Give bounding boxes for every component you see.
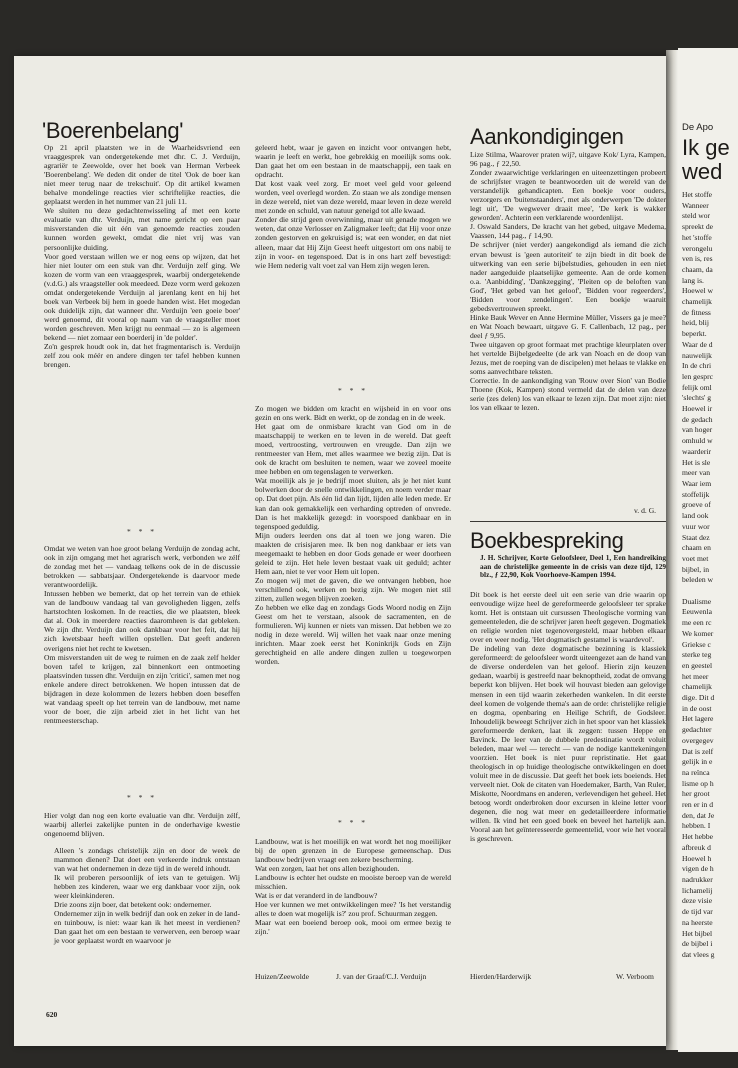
review-author: W. Verboom (616, 972, 654, 981)
boerenbelang-col1-part1: Op 21 april plaatsten we in de Waarheidsvriend een vraaggesprek van ondergetekende met dhr. C. J. Verduijn, agrariër te Zeewolde, over het boek van Herman Verbeek 'Boerenbelang'. We deden dit onder de titel 'Ook de boer kan niet meer terug naar de trekschuit'. Op dit artikel kwamen behalve mondelinge reacties vier schriftelijke reacties, die geplaatst werden in het nummer van 21 juli 11. We sluiten nu deze gedachtenwisseling af met een korte evaluatie van dhr. Verduijn, met name gericht op een paar misverstanden die uit één van genoemde reacties zouden kunnen worden gewekt, omdat die niet vrij was van persoonlijke duiding. Voor goed verstaan willen we er nog eens op wijzen, dat het hier niet louter om een stuk van dhr. Verduijn zelf ging. We kozen de vorm van een vraaggesprek, waarbij ondergetekende (v.d.G.) als vraagsteller ook meedeed. Deze vorm werd gekozen omdat ondergetekende Verduijn al jarenlang kent en hij het boek van Verbeek bij hem in goede handen wist. Het mogedan ook duidelijk zijn, dat wanneer dhr. Verduijn 'een goeie boer' werd genoemd, dit vooral op naam van de vraagsteller moet worden geschreven. Men krijgt nu eenmaal — zo is algemeen bekend — niet zomaar een boerderij in 'de polder'. Zo'n gesprek houdt ook in, dat het fragmentarisch is. Verduijn zelf zou ook méér en andere dingen ter tafel hebben kunnen brengen. (44, 143, 240, 370)
section-divider (470, 521, 666, 522)
section-stars: * * * (338, 818, 368, 827)
boerenbelang-col2-part3: Landbouw, wat is het moeilijk en wat wordt het nog moeilijker bij de open grenzen in de Europese gemeenschap. Dus landbouw bedrijven vraagt een zekere bescherming. Wat een zorgen, laat het ons allen bezighouden. Landbouw is echter het oudste en mooiste beroep van de wereld misschien. Wat is er dat veranderd in de landbouw? Hoe ver kunnen we met ontwikkelingen mee? 'Is het verstandig alles te doen wat mogelijk is?' zou prof. Schuurman zeggen. Maar wat een boeiend beroep ook, mooi om ermee bezig te zijn.' (255, 837, 451, 937)
review-place: Hierden/Harderwijk (470, 972, 532, 981)
signature-authors: J. van der Graaf/C.J. Verduijn (336, 972, 427, 981)
next-page-edge (678, 48, 738, 1052)
section-stars: * * * (127, 793, 157, 802)
section-stars: * * * (338, 386, 368, 395)
boerenbelang-col2-part2: Zo mogen we bidden om kracht en wijsheid in en voor ons gezin en ons werk. Bidt en werkt, op de zondag en in de week. Het gaat om de onmisbare kracht van God om in de maatschappij te werken en te leven in de wereld. Dat geeft moed, vertroosting, vertrouwen en vreugde. Dan zijn we rentmeester van Hem, met alles waarmee we bezig zijn. Dat is ook de kracht om besluiten te nemen, waar we zoveel moeite mee hebben en om tegenslagen te verwerken. Wat moeilijk als je je bedrijf moet sluiten, als je het niet kunt bolwerken door de snelle ontwikkelingen, en noem verder maar op. Dat doet pijn. Als één lid dan lijdt, lijden alle leden mede. Er kan dan ook gemakkelijk een verharding optreden of onvrede. Dan is het makkelijk gezegd: in voorspoed dankbaar en in tegenspoed geduldig. Mijn ouders leerden ons dat al toen we jong waren. Die maakten de crisisjaren mee. Ik ben nog dankbaar er iets van meegemaakt te hebben en door Gods genade er weer doorheen geleid te zijn. Het hele leven bestaat vaak uit geduld; achter Hem aan, niet te ver voor Hem uit lopen. Zo mogen wij met de gaven, die we ontvangen hebben, hoe verschillend ook, werken en bezig zijn. We mogen niet stil zitten, zullen wegen blijven zoeken. Zo hebben we elke dag en zondags Gods Woord nodig en Zijn Geest om het te verstaan, alsook de sacramenten, en de formulieren. Wij kunnen er niets van missen. Dat hebben we zo nodig in deze wereld. Wij willen het vaak naar onze mening inrichten. Maar zoek eerst het Koninkrijk Gods en Zijn gerechtigheid en alle andere dingen zullen u toegeworpen worden. (255, 404, 451, 667)
boerenbelang-col1-part3: Hier volgt dan nog een korte evaluatie van dhr. Verduijn zélf, waarbij allerlei zakelijke punten in de onderhavige kwestie ongenoemd blijven. (44, 811, 240, 839)
book-reference: J. H. Schrijver, Korte Geloofsleer, Deel 1, Een handreiking aan de christelijke gemeente in de crisis van deze tijd, 129 blz., ƒ 22,90, Kok Voorhoeve-Kampen 1994. (480, 553, 666, 580)
aankondigingen-text: Lize Stilma, Waarover praten wij?, uitgave Kok/ Lyra, Kampen, 96 pag., ƒ 22,50. Zonder zwaarwichtige verklaringen en uiteenzettingen probeert de schrijfster vragen te beantwoorden uit de wereld van de verstandelijk gehandicapten. Een boekje voor ouders, verzorgers en 'buitenstaanders', met als onderwerpen 'De dokter legt uit', 'De wegwever draait mee', 'De kerk is wakker geworden'. Achterin een verklarende woordenlijst. J. Oswald Sanders, De kracht van het gebed, uitgave Medema, Vaassen, 144 pag., ƒ 14,90. De schrijver (niet verder) aangekondigd als iemand die zich ervan bewust is 'geen autoriteit' te zijn biedt in dit boek de uitwerking van een serie bijbelstudies, gehouden in een niet nader aangeduide plaatselijke gemeente. Aan de orde komen o.a. 'Aanbidding', 'Dankzegging', 'Pleiten op de beloften van God', 'Het gebed van het geloof', 'Bidden voor regeerders', 'Bidden voor zendelingen'. Een boekje waaruit gebedsvertrouwen spreekt. Hinke Bauk Wever en Anne Hermine Müller, Vissers ga je mee? en Wat Noach bewaart, uitgave G. F. Callenbach, 12 pag., per deel ƒ 9,95. Twee uitgaven op groot formaat met prachtige kleurplaten over het vertelde Bijbelgedeelte (de ark van Noach en de doop van Jezus, met de roeping van de discipelen) met helaas te vlakke en soms aanvechtbare teksten. Correctie. In de aankondiging van 'Rouw over Sion' van Bodie Thoene (Kok, Kampen) stond vermeld dat de delen van deze serie (zes delen) los van elkaar te lezen zijn. Dat moet zijn: niet los van elkaar te lezen. (470, 150, 666, 413)
next-page-title: Ik ge wed (682, 135, 730, 184)
aankondigingen-signature: v. d. G. (634, 506, 657, 515)
boekbespreking-text: Dit boek is het eerste deel uit een serie van drie waarin op eenvoudige wijze heel de gereformeerde geloofsleer ter sprake komt. Het is ontstaan uit cursussen Theologische vorming van gemeenteleden, die de schrijver jaren heeft gegeven. Dogmatiek en religie worden niet tegenovergesteld, maar hebben elkaar over en weer nodig. 'Het dogmatisch gestamel is waardevol'. De indeling van deze dogmatische bezinning is klassiek gereformeerd: de geloofsleer wordt uiteengezet aan de hand van de diverse onderdelen van het geloof. Hierin zijn keuzen gedaan, waarbij is gestreefd naar beknoptheid, zodat de omvang beperkt kon blijven. Het boek wil houvast bieden aan gelovige mensen in een tijd waarin zekerheden wankelen. In dit eerste deel komen de volgende thema's aan de orde: christelijke religie en dogma, openbaring en Heilige Schrift, de Godsleer. Inhoudelijk beweegt Schrijver zich in het spoor van het klassiek gereformeerde denken, laat ik zeggen: tussen Heppe en Bavinck. De leer van de dubbele predestinatie wordt voluit beleden, maar wel — terecht — van de nodige kanttekeningen voorzien. Het boek is niet puur repristinatie. Het gaat theologisch in op huidige theologische ontwikkelingen en doet voluit mee in de discussie. Dat geeft het boek iets boeiends. Het verveelt niet. Ook de citaten van Hoedemaker, Barth, Van Ruler, Miskotte, Noordmans en anderen, verlevendigen het geheel. Het betoog wordt onderbroken door excursen in kleine letter voor degenen, die nog wat meer en gedetailleerdere informatie willen. Ik vind het een goed boek en beveel het hartelijk aan. Vooral aan het geïnteresseerde gemeentelid, voor wie het vooral is geschreven. (470, 590, 666, 844)
left-page (14, 56, 666, 1046)
boerenbelang-col2-part1: geleerd hebt, waar je gaven en inzicht voor ontvangen hebt, waarin je leeft en werkt, hoe gebrekkig en moeilijk soms ook. Dan gaat het om een bestaan in de maatschappij, een taak en opdracht. Dat kost vaak veel zorg. Er moet veel geld voor geleend worden, veel overlegd worden. Zo staan we als zondige mensen in deze wereld, niet van deze wereld, maar leven in deze wereld met zonde en schuld, van natuur geneigd tot alle kwaad. Zonder die strijd geen overwinning, maar uit genade mogen we weten, dat onze Verlosser en Zaligmaker leeft; dat Hij voor onze zonden gestorven en gekruisigd is; wat een wonder, en dat niet alleen, maar dat Hij Zijn Geest heeft uitgestort om ons nabij te zijn in voor- en tegenspoed. Dat is in ons hart zelf bevestigd: wie Hem nederig valt voet zal van Hem zijn wegen leren. (255, 143, 451, 270)
boekbespreking-title: Boekbespreking (470, 528, 624, 553)
boerenbelang-col1-part2: Omdat we weten van hoe groot belang Verduijn de zondag acht, ook in zijn omgang met het agrarisch werk, verbonden we zélf de zondag met het — vandaag telkens ook de in de discussie betrokken — sabbatsjaar. Ondergetekende is daarvoor mede verantwoordelijk. Intussen hebben we bemerkt, dat op het terrein van de ethiek van de landbouw vandaag tal van gevoligheden liggen, zelfs hartstochten loskomen. In de reacties, die we plaatsten, bleek dat al. Ook in meerdere reacties daaromheen is dat gebleken. We zijn dhr. Verduijn dan ook dankbaar voor het feit, dat hij zich kwetsbaar heeft willen opstellen. Dat geeft anderen overigens niet het recht te kwetsen. Om misverstanden uit de weg te ruimen en de zaak zelf helder boven tafel te krijgen, zal binnenkort een ontmoeting plaatsvinden tussen dhr. Verduijn en zijn 'critici', samen met nog enkele andere direct betrokkenen. We hopen intussen dat de bijdragen in deze kolommen de lezers hebben doen beseffen wat vandaag speelt op het terrein van de landbouw, met name voor de boer, die zijn arbeid ziet in het licht van het rentmeesterschap. (44, 544, 240, 725)
boerenbelang-title: 'Boerenbelang' (42, 118, 184, 143)
signature-place: Huizen/Zeewolde (255, 972, 309, 981)
next-page-header: De Apo (682, 122, 714, 133)
book-gutter (666, 50, 678, 1050)
boerenbelang-col1-part4: Alleen 's zondags christelijk zijn en door de week de mammon dienen? Dat doet een verkeerde indruk ontstaan van wat het ondernemen in deze tijd in de wereld inhoudt. Ik wil proberen persoonlijk of iets van te getuigen. Wij hebben zes kinderen, waar we erg dankbaar voor zijn, ook weer kleinkinderen. Drie zoons zijn boer, dat betekent ook: ondernemer. Ondernemer zijn in welk bedrijf dan ook en zeker in de land- en tuinbouw, is niet: waar kan ik het meest in verdienen? Dan gaat het om een bestaan te verwerven, een beroep waar je voor geplaatst wordt en waarvoor je (54, 846, 240, 946)
next-page-text: Het stoffe Wanneer steld wor spreekt de het 'stoffe verongelu ven is, res chaam, da lang is. Hoewel w chamelijk de fitness heid, blij beperkt. Waar de d nauwelijk In de chri len gesprc felijk oml 'slechts' g Hoewel ir de gedach van hoger omhuld w waarderir Het is sle meer van Waar iem stoffelijk groeve of land ook vuur wor Staat dez chaam en voet met bijbel, in beleden w Dualisme Eeuwenla me een rc We komer Griekse c sterke teg en geestel het meer chamelijk dige. Dit d in de oost Het lagere gedachter overgegev Dat is zelf gelijk in e na reïnca lisme op h her groot ren er in d den, dat Je hebben. I Het hebbe afbreuk d Hoewel h vigen de h nadrukker lichamelij deze visie de tijd var na heerste Het bijbel de bijbel i dat vlees g (682, 190, 715, 959)
aankondigingen-title: Aankondigingen (470, 124, 624, 149)
page-number: 620 (46, 1010, 58, 1019)
section-stars: * * * (127, 527, 157, 536)
